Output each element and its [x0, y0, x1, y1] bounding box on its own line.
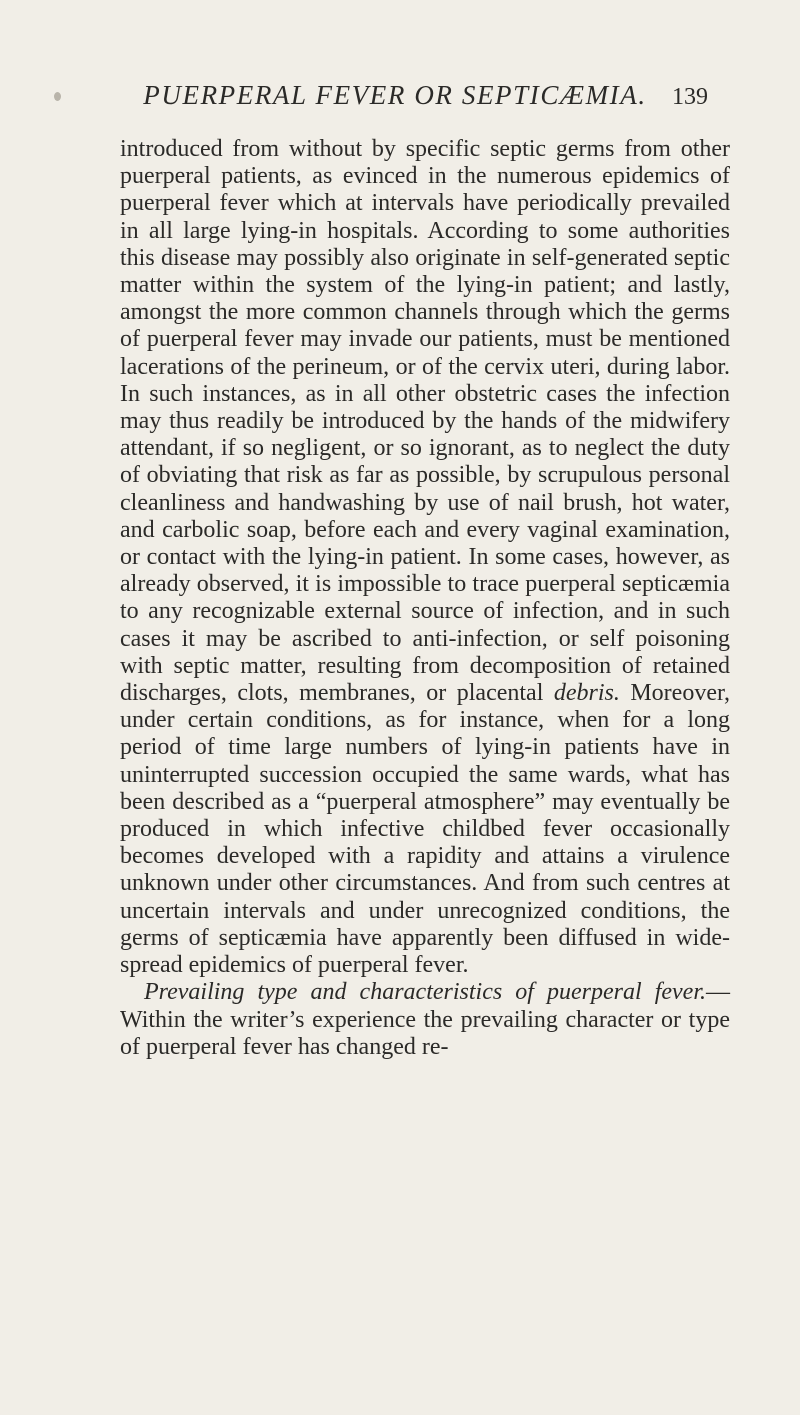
page-number: 139 — [672, 84, 708, 110]
paragraph-2 — [120, 979, 730, 1061]
italic-term: debris. — [553, 680, 620, 707]
running-title: PUERPERAL FEVER OR SEPTICÆMIA. — [143, 80, 647, 110]
paragraph-2-text: —Within the writer’s experience the prevailing character or type of puerperal fever has changed re- — [120, 979, 730, 1060]
running-head — [118, 80, 708, 120]
paragraph-1 — [120, 136, 730, 979]
section-heading: Prevailing type and characteristics of puerperal fever. — [144, 979, 706, 1006]
paragraph-1-continued: Moreover, under certain conditions, as for instance, when for a long period of time large numbers of lying-in patients have in uninterrupted succession occupied the same wards, what has been described as a “puerperal atmosphere” may eventually be produced in which infective childbed fever occasionally becomes developed with a rapidity and attains a virulence unknown under other circumstances. And from such centres at uncertain intervals and under unrecognized conditions, the germs of septicæmia have apparently been diffused in wide-spread epidemics of puerperal fever. — [120, 680, 730, 979]
paragraph-1-text: introduced from without by specific septic germs from other puerperal patients, as evinced in the numerous epidemics of puerperal fever which at intervals have periodically prevailed in all large lying-in hospitals. According to some authorities this disease may possibly also originate in self-generated septic matter within the system of the lying-in patient; and lastly, amongst the more common channels through which the germs of puerperal fever may invade our patients, must be mentioned lacerations of the perineum, or of the cervix uteri, during labor. In such instances, as in all other obstetric cases the infection may thus readily be introduced by the hands of the midwifery attendant, if so negligent, or so ignorant, as to neglect the duty of obviating that risk as far as possible, by scrupulous personal cleanliness and handwashing by use of nail brush, hot water, and carbolic soap, before each and every vaginal examination, or contact with the lying-in patient. In some cases, however, as already observed, it is impossible to trace puerperal septicæmia to any recognizable external source of infection, and in such cases it may be ascribed to anti-infection, or self poisoning with septic matter, resulting from decomposition of retained discharges, clots, membranes, or placental — [120, 136, 730, 707]
body-text — [120, 136, 730, 1061]
ink-speck — [54, 92, 61, 101]
